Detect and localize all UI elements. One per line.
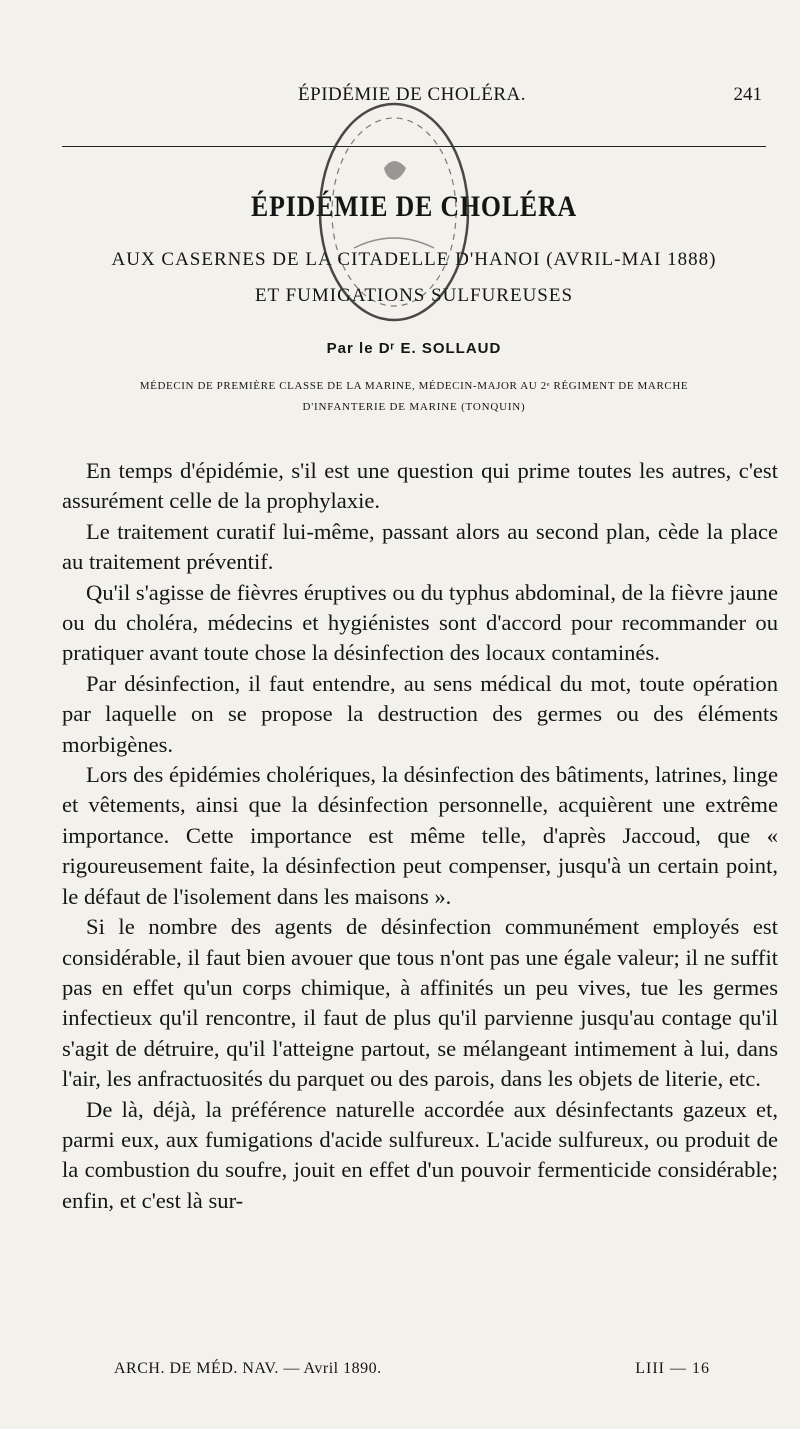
body-paragraph: Qu'il s'agisse de fièvres éruptives ou du typhus abdominal, de la fièvre jaune ou du choléra, médecins et hygiénistes sont d'accord pour recommander ou pratiquer avant toute chose la désinfection des locaux contaminés. — [62, 579, 778, 666]
body-paragraph: Par désinfection, il faut entendre, au sens médical du mot, toute opération par laquelle on se propose la destruction des germes ou des éléments morbigènes. — [62, 670, 778, 757]
header-rule — [62, 146, 766, 147]
body-paragraph: Lors des épidémies cholériques, la désinfection des bâtiments, latrines, linge et vêtements, ainsi que la désinfection personnelle, acquièrent une extrême importance. Cette importance est même telle, d'après Jaccoud, que « rigoureusement faite, la désinfection peut compenser, jusqu'à un certain point, le défaut de l'isolement dans les maisons ». — [62, 762, 778, 909]
footer-journal-citation: ARCH. DE MÉD. NAV. — Avril 1890. — [114, 1360, 382, 1377]
body-paragraph: Si le nombre des agents de désinfection communément employés est considérable, il faut bien avouer que tous n'ont pas une égale valeur; il ne suffit pas en effet qu'un corps chimique, à affinités un peu vives, tue les germes infectieux qu'il rencontre, il faut de plus qu'il parvienne jusqu'au contage qu'il s'agit de détruire, qu'il l'atteigne partout, se mélangeant intimement à lui, dans l'air, les anfractuosités du parquet ou des parois, dans les objets de literie, etc. — [62, 914, 778, 1092]
footer-signature-mark: LIII — 16 — [635, 1360, 710, 1377]
article-subtitle-line2: ET FUMIGATIONS SULFUREUSES — [254, 285, 574, 306]
page-footer — [62, 1360, 766, 1384]
running-header — [62, 84, 762, 110]
article-body — [62, 456, 778, 1216]
article-subtitle-line1: AUX CASERNES DE LA CITADELLE D'HANOI (AVRIL-MAI 1888) — [111, 249, 717, 270]
author-affiliation-line2: D'INFANTERIE DE MARINE (TONQUIN) — [302, 401, 526, 413]
article-title: ÉPIDÉMIE DE CHOLÉRA — [251, 190, 577, 223]
page-number: 241 — [733, 84, 762, 105]
article-byline: Par le Dʳ E. SOLLAUD — [326, 340, 502, 357]
author-affiliation-line1: MÉDECIN DE PREMIÈRE CLASSE DE LA MARINE, MÉDECIN-MAJOR AU 2ᵉ RÉGIMENT DE MARCHE — [139, 380, 689, 392]
running-title: ÉPIDÉMIE DE CHOLÉRA. — [298, 84, 526, 105]
body-paragraph: De là, déjà, la préférence naturelle accordée aux désinfectants gazeux et, parmi eux, aux fumigations d'acide sulfureux. L'acide sulfureux, ou produit de la combustion du soufre, jouit en effet d'un pouvoir fermenticide considérable; enfin, et c'est là sur- — [62, 1096, 778, 1213]
body-paragraph: En temps d'épidémie, s'il est une question qui prime toutes les autres, c'est assurément celle de la prophylaxie. — [62, 458, 778, 514]
body-paragraph: Le traitement curatif lui-même, passant alors au second plan, cède la place au traitement préventif. — [62, 518, 778, 575]
